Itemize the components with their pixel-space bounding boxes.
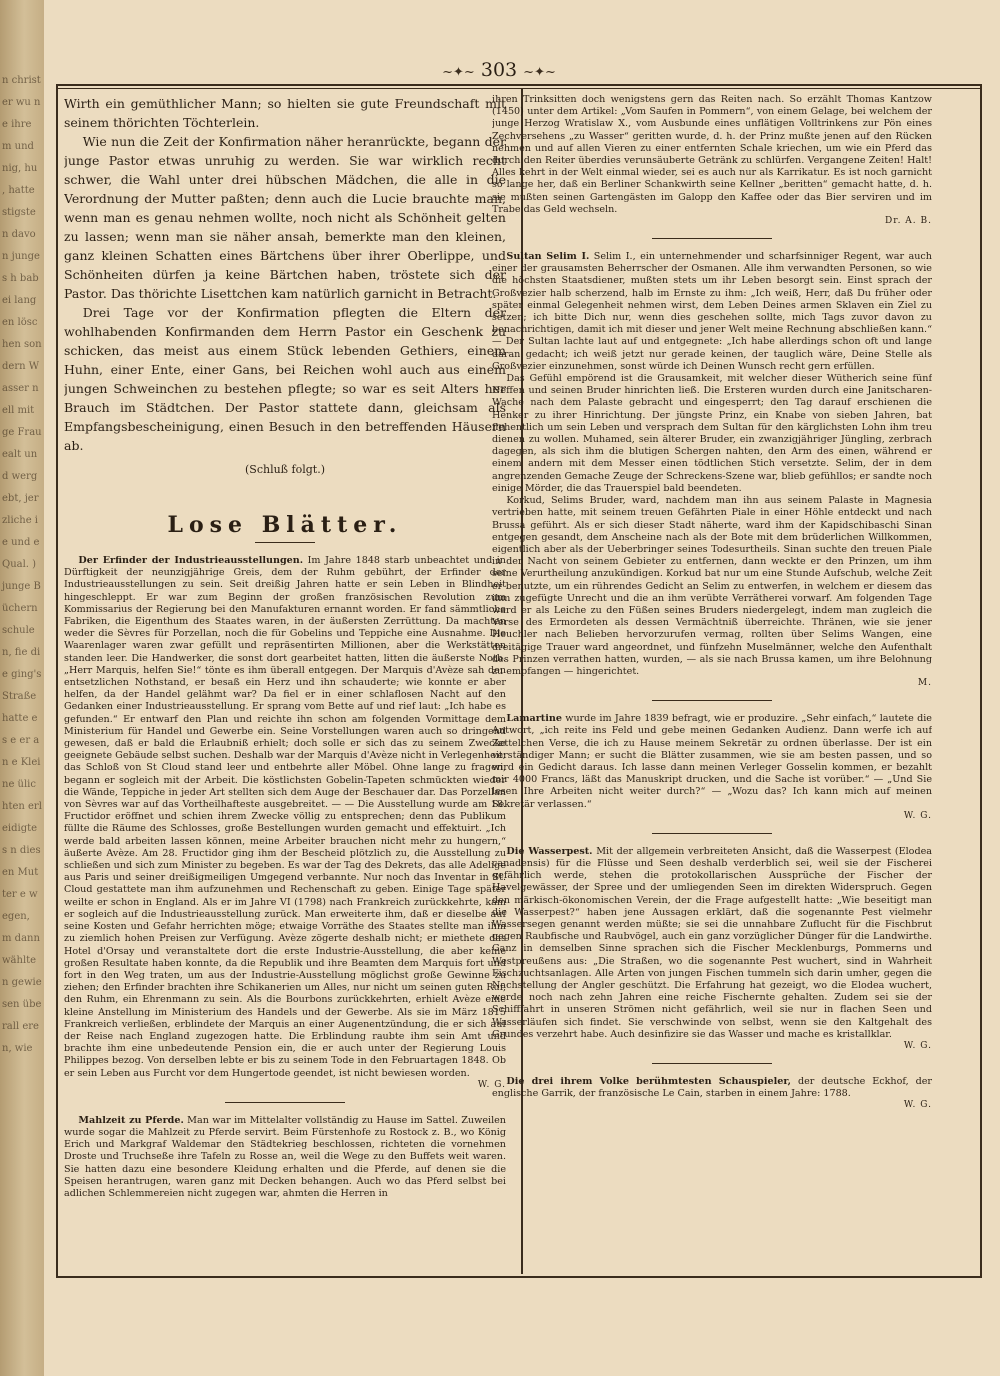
title-rule	[255, 542, 315, 543]
article-text: Mit der allgemein verbreiteten Ansicht, daß die Wasserpest (Elodea canadensis) für die Flüsse und Seen deshalb verderblich sei, weil sie der Fischerei gefährlich werde, stehen die protokollarischen Aussprüche der Fischer der Havelgewässer, der Spree und der umliegenden Seen im direkten Widerspruch. Gegen den märkisch-ökonomischen Verein, der die Frage aufgestellt hatte: „Wie beseitigt man die Wasserpest?“ haben jene Aussagen erklärt, daß die sogenannte Pest vielmehr Wassersegen genannt werden müßte; sie sei die unnahbare Zuflucht für die Fischbrut gegen Raubfische und Raubvögel, auch ein ganz vorzüglicher Dünger für die Landwirthe. Ganz in demselben Sinne sprachen sich die Fischer Mecklenburgs, Pommerns und Westpreußens aus: „Die Straßen, wo die sogenannte Pest wuchert, sind in Wahrheit Fischzuchtsanlagen. Alle Arten von jungen Fischen tummeln sich darin umher, gegen die Nachstellung der Angler geschützt. Die Erfahrung hat gezeigt, wo die Elodea wuchert, werde noch nach zehn Jahren eine reiche Fischernte gehalten. Zudem sei sie der Schifffahrt in unseren Strömen nicht gefährlich, weil sie nur in flachen Seen und Wasserläufen sich findet. Sie verschwinde von selbst, wenn sie den Kaltgehalt des Grundes verzehrt habe. Auch desinfizire sie das Wasser und mache es kristallklar.	[492, 845, 932, 1040]
article-signature: Dr. A. B.	[885, 216, 932, 227]
article-sultan-selim	[492, 251, 932, 688]
page-header	[424, 58, 574, 82]
article-text: Korkud, Selims Bruder, ward, nachdem man ihn aus seinem Palaste in Magnesia vertrieben hatte, mit seinem treuen Gefährten Piale in einer Höhle entdeckt und nach Brussa geführt. Als er sich dieser Stadt näherte, ward ihm der Kapidschibaschi Sinan entgegen gesandt, dem Anscheine nach als der Bote mit dem brüderlichen Willkommen, eigentlich aber als der Ueberbringer seines Todesurtheils. Sinan suchte den treuen Piale in der Nacht von seinem Gebieter zu entfernen, dann weckte er den Prinzen, um ihm seine Verurtheilung anzukündigen. Korkud bat nur um eine Stunde Aufschub, welche Zeit er benutzte, um ein rührendes Gedicht an Selim zu entwerfen, in welchem er diesem das ihm zugefügte Unrecht und die an ihm verübte Verrätherei vorwarf. Am folgenden Tage ward er als Leiche zu den Füßen seines Bruders niedergelegt, indem man zugleich die Verse des Ermordeten als dessen Vermächtniß überreichte. Thränen, wie sie jener Heuchler nach Belieben hervorzurufen vermag, rollten über Selims Wangen, eine dreitägige Trauer ward angeordnet, und fünfzehn Muselmänner, welche den Aufenthalt des Prinzen verrathen hatten, wurden, — als sie nach Brussa kamen, um ihre Belohnung zu empfangen — hingerichtet.	[492, 495, 932, 677]
story-paragraph: Wie nun die Zeit der Konfirmation näher heranrückte, begann der junge Pastor etwas unruhig zu werden. Sie war wirklich recht schwer, die Wahl unter drei hübschen Mädchen, die alle in die Verordnung der Mutter paßten; denn auch die Lucie brauchte man, wenn man es genau nehmen wollte, noch nicht als Schönheit gelten zu lassen; wenn man sie näher ansah, bemerkte man den kleinen, ganz kleinen Schatten eines Bärtchens über ihrer Oberlippe, und Schönheiten dürfen ja keine Bärtchen haben, tröstete sich der Pastor. Das thörichte Lisettchen kam natürlich garnicht in Betracht.	[64, 134, 506, 301]
article-text: Das Gefühl empörend ist die Grausamkeit, mit welcher dieser Wütherich seine fünf Neffen und seinen Bruder hinrichten ließ. Die Ersteren wurden durch eine Janitscharen-Wache nach dem Palaste gebracht und eingesperrt; den Tag darauf erschienen die Henker zu ihrer Hinrichtung. Der jüngste Prinz, ein Knabe von sieben Jahren, bat flehentlich um sein Leben und versprach dem Sultan für den kärglichsten Lohn ihm treu dienen zu wollen. Muhamed, sein älterer Bruder, ein zwanzigjähriger Jüngling, zerbrach dagegen, als sich ihm die blutigen Schergen nahten, den Arm des einen, während er einem andern mit dem Messer einen tödtlichen Stich versetzte. Selim, der in dem angrenzenden Gemache Zeuge der Schreckens-Szene war, blieb gefühllos; er sandte noch einige Mörder, die das Trauerspiel bald beendeten.	[492, 373, 932, 494]
newspaper-page	[44, 0, 1000, 1376]
article-schauspieler	[492, 1076, 932, 1110]
article-inventor	[64, 555, 506, 1090]
story-conclusion: (Schluß folgt.)	[245, 463, 325, 476]
section-title: Lose Blätter.	[167, 512, 403, 538]
binding-text-fragment: n christ er wu ne ihre m und nig, hu , hatte stigsten davon junges h babei langen löschen sondern Wasser nell mit ge Frau ealt und wergebt, jerzliche ie und e Qual. ) junge Büchern schulen, fie die ging's Straße hatte es e er an e Kleine ülichten erleidigtes n diesen Mutter e wegen, m dann wählten gewiesen überall eren, wie	[2, 75, 42, 1054]
article-heading: Sultan Selim I.	[506, 251, 590, 263]
article-heading: Die drei ihrem Volke berühmtesten Schauspieler,	[506, 1076, 792, 1088]
article-text: wurde im Jahre 1839 befragt, wie er produzire. „Sehr einfach,“ lautete die Antwort, „ich reite ins Feld und gebe meinen Gedanken Audienz. Dann werfe ich auf Zettelchen Verse, die ich zu Hause meinem Sekretär zu ordnen überlasse. Der ist ein verständiger Mann; er sucht die Blätter zusammen, wie sie am besten passen, und so wird ein Gedicht daraus. Ich lasse dann meinen Verleger Gosselin kommen, er bezahlt mir 4000 Francs, läßt das Manuskript drucken, und die Sache ist vorüber.“ — „Und Sie lesen Ihre Arbeiten nicht weiter durch?“ — „Wozu das? Ich kann mich auf meinen Sekretär verlassen.“	[492, 713, 932, 810]
ornament-right-icon: ~✦~	[523, 65, 556, 80]
page-number: 303	[480, 59, 518, 81]
article-mahlzeit	[64, 1115, 506, 1200]
separator-rule	[652, 700, 772, 701]
separator-rule	[652, 238, 772, 239]
article-heading: Mahlzeit zu Pferde.	[78, 1114, 184, 1126]
top-rule	[56, 88, 982, 89]
article-signature: W. G.	[477, 1079, 506, 1090]
left-column	[64, 94, 506, 1270]
article-signature: W. G.	[903, 810, 932, 821]
article-signature: W. G.	[903, 1100, 932, 1111]
article-heading: Die Wasserpest.	[506, 845, 593, 857]
separator-rule	[652, 1063, 772, 1064]
article-heading: Lamartine	[506, 713, 562, 725]
ornament-left-icon: ~✦~	[442, 65, 475, 80]
article-text: der deutsche Eckhof, der englische Garrik, der französische Le Cain, starben in einem Jahre: 1788.	[492, 1076, 932, 1100]
article-signature: M.	[917, 678, 932, 689]
article-text: Man war im Mittelalter vollständig zu Hause im Sattel. Zuweilen wurde sogar die Mahlzeit zu Pferde servirt. Beim Fürstenhofe zu Rostock z. B., wo König Erich und Markgraf Waldemar den Städtekrieg beschlossen, richteten die vornehmen Droste und Truchseße ihre Tafeln zu Rosse an, weil die Wege zu den Buffets weit waren. Sie hatten dazu eine besondere Kleidung erhalten und die Pferde, auf denen sie die Speisen herantrugen, waren ganz mit Decken behangen. Auch wo das Pferd selbst bei adlichen Schlemmereien nicht zugegen war, ahmten die Herren in	[64, 1114, 506, 1199]
separator-rule	[652, 833, 772, 834]
article-mahlzeit-continued	[492, 94, 932, 226]
article-signature: W. G.	[903, 1041, 932, 1052]
book-binding-edge	[0, 0, 44, 1376]
story-paragraph: Drei Tage vor der Konfirmation pflegten die Eltern der wohlhabenden Konfirmanden dem Herrn Pastor ein Geschenk zu schicken, das meist aus einem Stück lebenden Gethiers, einem Huhn, einer Ente, einer Gans, bei Reichen wohl auch aus einem jungen Schweinchen zu bestehen pflegte; so war es seit Alters her Brauch im Städtchen. Der Pastor stattete dann, gleichsam als Empfangsbescheinigung, einen Besuch in den betreffenden Häusern ab.	[64, 305, 506, 453]
article-text: ihren Trinksitten doch wenigstens gern das Reiten nach. So erzählt Thomas Kantzow (1450) unter dem Artikel: „Vom Saufen in Pommern“, von einem Gelage, bei welchem der junge Herzog Wratislaw X., vom Ausbunde eines unflätigen Volltrinkens zur Pön eines Zechversehens „zu Wasser“ geritten wurde, d. h. der Prinz mußte jenen auf den Rücken nehmen und auf allen Vieren zu einer entfernten Schale kriechen, um wie ein Pferd das durch den Reiter überdies verunsäuberte Getränk zu schlürfen. Vergangene Zeiten! Halt! Alles kehrt in der Welt einmal wieder, sei es auch nur als Karrikatur. Es ist noch garnicht so lange her, daß ein Berliner Schankwirth seine Kellner „beritten“ gemacht hatte, d. h. sie mußten seinen Gartengästen im Galopp den Kaffee oder das Bier serviren und im Trabe das Geld wechseln.	[492, 94, 932, 215]
separator-rule	[225, 1102, 345, 1103]
article-lamartine	[492, 713, 932, 821]
article-text: Selim I., ein unternehmender und scharfsinniger Regent, war auch einer der grausamsten Beherrscher der Osmanen. Alle ihm verwandten Personen, so wie die höchsten Staatsdiener, mußten stets um ihr Leben besorgt sein. Einst sprach der Großvezier halb scherzend, halb im Ernste zu ihm: „Ich weiß, Herr, daß Du früher oder später einmal Gelegenheit nehmen wirst, dem Leben Deines armen Sklaven ein Ziel zu setzen; ich bitte Dich nur, wenn dies geschehen sollte, mich Tags zuvor davon zu benachrichtigen, damit ich mit dieser und jener Welt meine Rechnung abschließen kann.“ — Der Sultan lachte laut auf und entgegnete: „Ich habe allerdings schon oft und lange daran gedacht; ich weiß jetzt nur gerade keinen, der tauglich wäre, Deine Stelle als Großvezier einzunehmen, sonst würde ich Deinen Wunsch recht gern erfüllen.	[492, 251, 932, 372]
article-text: Im Jahre 1848 starb unbeachtet und in Dürftigkeit der neunzigjährige Greis, dem der Ruhm gebührt, der Erfinder der Industrieausstellungen zu sein. Seit dreißig Jahren hatte er sein Leben in Blindheit hingeschleppt. Er war zum Beginn der großen französischen Revolution zum Kommissarius der Regierung bei den Manufakturen ernannt worden. Er fand sämmtliche Fabriken, die Eigenthum des Staates waren, in der äußersten Zerrüttung. Da machten weder die Sèvres für Porzellan, noch die für Gobelins und Teppiche eine Ausnahme. Die Waarenlager waren zwar gefüllt und repräsentirten Millionen, aber die Werkstätten standen leer. Die Handwerker, die sonst dort gearbeitet hatten, litten die äußerste Noth. „Herr Marquis, helfen Sie!“ tönte es ihm überall entgegen. Der Marquis d'Avèze sah den entsetzlichen Nothstand, er besaß ein Herz und ihn schauderte; wie konnte er aber helfen, da der Handel gelähmt war? Da fiel er in einer schlaflosen Nacht auf den Gedanken einer Industrieausstellung. Er sprang vom Bette auf und rief laut: „Ich habe es gefunden.“ Er entwarf den Plan und reichte ihn schon am folgenden Vormittage dem Ministerium für Handel und Gewerbe ein. Seine Vorstellungen waren auch so dringend gewesen, daß er bald die Erlaubniß erhielt; doch solle er sich das zu seinem Zwecke geeignete Gebäude selbst suchen. Deshalb war der Marquis d'Avèze nicht in Verlegenheit; das Schloß von St Cloud stand leer und entbehrte aller Möbel. Ohne lange zu fragen, begann er sogleich mit der Arbeit. Die köstlichsten Gobelin-Tapeten schmückten wieder die Wände, Teppiche in jeder Art stellten sich dem Auge der Beschauer dar. Das Porzellan von Sèvres war auf das Vortheilhafteste ausgebreitet. — — Die Ausstellung wurde am 18. Fructidor eröffnet und schien ihrem Zwecke völlig zu entsprechen; denn das Publikum füllte die Räume des Schlosses, große Bestellungen wurden gemacht und effektuirt. „Ich werde bald arbeiten lassen können, meine Arbeiter brauchen nicht mehr zu hungern,“ äußerte Avèze. Am 28. Fructidor ging ihm der Bescheid plötzlich zu, die Ausstellung zu schließen und sich zum Minister zu begeben. Es war der Tag des Dekrets, das alle Adelige aus Paris und seiner dreißigmeiligen Umgegend verbannte. Nur noch das Inventar in St. Cloud gestattete man ihm aufzunehmen und Rechenschaft zu geben. Einige Tage später weilte er schon in England. Als er im Jahre VI (1798) nach Frankreich zurückkehrte, kam er sogleich auf die Industrieausstellung zurück. Man erweiterte ihm, daß er dieselbe auf seine Kosten und Gefahr herrichten möge; etwaige Vorräthe des Staates stellte man ihm zu ziemlich hohen Preisen zur Verfügung. Avèze zögerte deshalb nicht; er miethete das Hotel d'Orsay und veranstaltete dort die erste Industrie-Ausstellung, die aber keine großen Resultate haben konnte, da die Republik und ihre Beamten dem Marquis fort und fort in den Weg traten, um aus der Industrie-Ausstellung möglichst große Gewinne zu ziehen; den Erfinder brachten ihre Schikanerien um Alles, nur nicht um seinen guten Ruf, den Ruhm, ein Ehrenmann zu sein. Als die Bourbons zurückkehrten, erhielt Avèze eine kleine Anstellung im Ministerium des Handels und der Gewerbe. Als sie im März 1815 Frankreich verließen, erblindete der Marquis an einer Augenentzündung, die er sich auf der Reise nach England zugezogen hatte. Die Erblindung raubte ihm sein Amt und brachte ihm eine unbedeutende Pension ein, die er auch unter der Regierung Louis Philippes bezog. Von derselben lebte er bis zu seinem Tode in den Februartagen 1848. Ob er sein Leben aus Furcht vor dem Hungertode geendet, ist nicht bewiesen worden.	[64, 555, 506, 1079]
article-wasserpest	[492, 846, 932, 1051]
right-column	[492, 94, 932, 1270]
story-paragraph: Wirth ein gemüthlicher Mann; so hielten sie gute Freundschaft mit seinem thörichten Töchterlein.	[64, 96, 506, 130]
article-heading: Der Erfinder der Industrieausstellungen.	[78, 555, 304, 566]
